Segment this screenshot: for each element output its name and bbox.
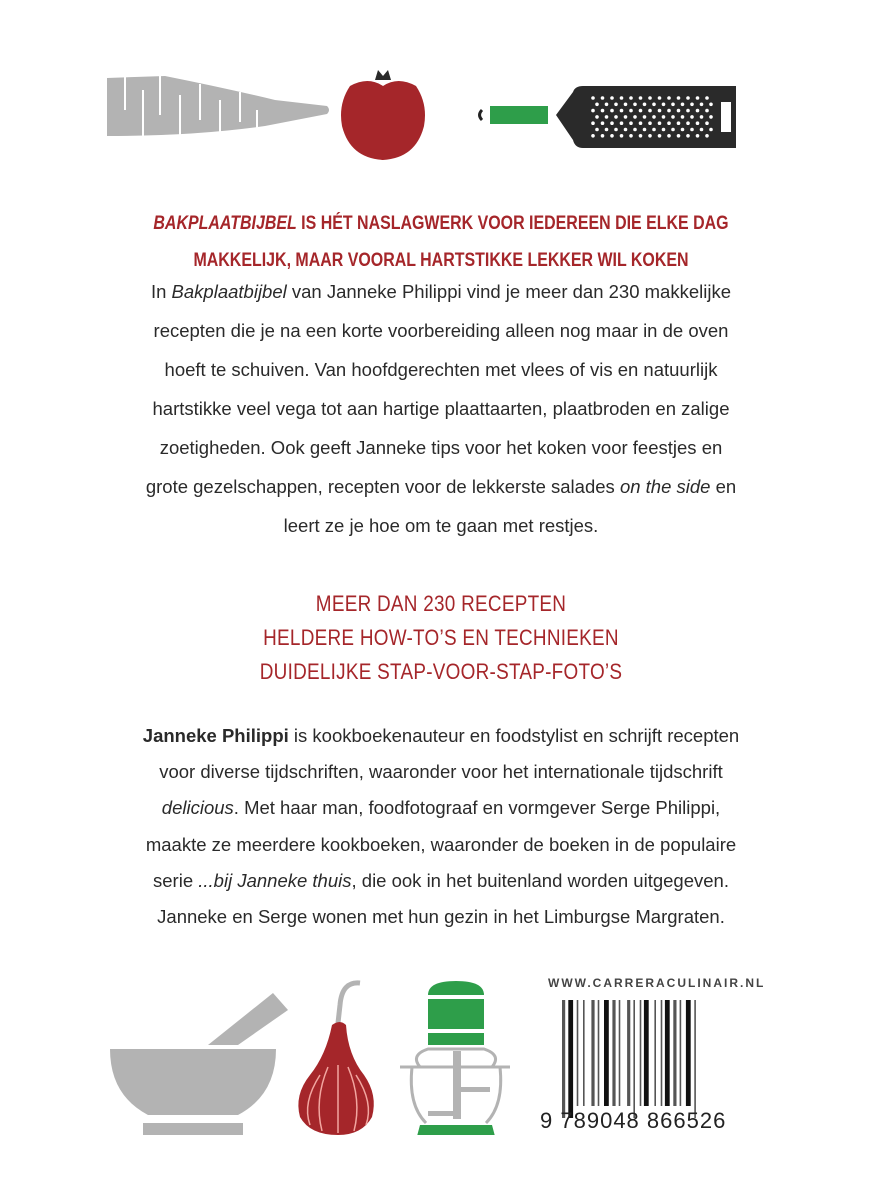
grater-hole: [614, 128, 618, 132]
grater-hole: [624, 103, 628, 107]
grater-hole: [624, 115, 628, 119]
intro-line: zoetigheden. Ook geeft Janneke tips voor het koken voor feestjes en: [159, 437, 723, 458]
grater-hole: [658, 109, 662, 113]
grater-hole: [667, 134, 671, 138]
bio-line: Janneke en Serge wonen met hun gezin in het Limburgse Margraten.: [157, 906, 725, 927]
intro-line: hartstikke veel vega tot aan hartige plaattaarten, plaatbroden en zalige: [152, 398, 730, 419]
grater-hole: [686, 121, 690, 125]
grater-hole: [686, 134, 690, 138]
grater-hole: [643, 128, 647, 132]
grater-hole: [690, 128, 694, 132]
grater-hole: [662, 103, 666, 107]
barcode-bar: [568, 1000, 573, 1118]
barcode-bar: [694, 1000, 696, 1118]
grater-hole: [614, 115, 618, 119]
barcode-bar: [619, 1000, 621, 1106]
grater-hole: [629, 96, 633, 100]
grater-hole: [601, 96, 605, 100]
grater-hole: [662, 115, 666, 119]
headline-line-2: MAKKELIJK, MAAR VOORAL HARTSTIKKE LEKKER WIL KOKEN: [193, 250, 689, 271]
publisher-url: WWW.CARRERACULINAIR.NL: [548, 976, 766, 990]
grater-hole: [696, 109, 700, 113]
grater-hole: [643, 115, 647, 119]
barcode-bar: [665, 1000, 670, 1106]
barcode-bar: [577, 1000, 579, 1106]
grater-hole: [591, 96, 595, 100]
grater-hole: [671, 128, 675, 132]
grater-hole: [652, 128, 656, 132]
grater-hole: [595, 115, 599, 119]
barcode-bar: [680, 1000, 682, 1106]
mortar-pestle-icon: [108, 975, 293, 1135]
grater-hole: [658, 96, 662, 100]
bio-line: maakte ze meerdere kookboeken, waaronder de boeken in de populaire: [145, 834, 737, 855]
bio-line: serie ...bij Janneke thuis, die ook in het buitenland worden uitgegeven.: [153, 870, 729, 891]
grater-hole: [620, 134, 624, 138]
grater-hole: [652, 115, 656, 119]
grater-hole: [591, 134, 595, 138]
grater-hole: [639, 96, 643, 100]
grater-hole: [629, 121, 633, 125]
grater-hole: [648, 134, 652, 138]
grater-hole: [696, 121, 700, 125]
barcode-bar: [686, 1000, 691, 1106]
grater-hole: [591, 121, 595, 125]
grater-hole: [648, 109, 652, 113]
isbn-group-2: 866526: [646, 1108, 727, 1133]
grater-hole: [700, 115, 704, 119]
grater-hole: [648, 121, 652, 125]
intro-line: recepten die je na een korte voorbereiding alleen nog maar in de oven: [153, 320, 729, 341]
grater-hole: [677, 121, 681, 125]
barcode-bar: [627, 1000, 630, 1106]
grater-hole: [601, 121, 605, 125]
grater-hole: [705, 121, 709, 125]
grater-hole: [648, 96, 652, 100]
grater-hole: [658, 134, 662, 138]
grater-hole: [705, 109, 709, 113]
grater-hole: [677, 96, 681, 100]
intro-line: leert ze je hoe om te gaan met restjes.: [283, 515, 599, 536]
carrot-icon: [105, 70, 335, 140]
isbn-prefix: 9: [540, 1108, 554, 1133]
grater-hole: [624, 128, 628, 132]
grater-hole: [696, 96, 700, 100]
feature-line: DUIDELIJKE STAP-VOOR-STAP-FOTO’S: [259, 659, 623, 684]
food-chopper-icon: [398, 975, 516, 1135]
grater-hole: [605, 103, 609, 107]
grater-hole: [709, 115, 713, 119]
grater-hole: [658, 121, 662, 125]
grater-hole: [633, 115, 637, 119]
intro-line: hoeft te schuiven. Van hoofdgerechten met vlees of vis en natuurlijk: [164, 359, 718, 380]
grater-icon: [388, 80, 748, 160]
grater-hole: [629, 134, 633, 138]
barcode-bar: [598, 1000, 600, 1106]
grater-hole: [601, 109, 605, 113]
grater-hole: [610, 121, 614, 125]
grater-hole: [595, 103, 599, 107]
barcode-bar: [591, 1000, 594, 1106]
grater-hole: [671, 103, 675, 107]
headline-line-1: [71, 213, 812, 235]
grater-hole: [633, 128, 637, 132]
bio-line: Janneke Philippi is kookboekenauteur en foodstylist en schrijft recepten: [142, 725, 740, 746]
grater-hole: [620, 109, 624, 113]
barcode-bar: [661, 1000, 663, 1106]
garlic-icon: [292, 975, 382, 1135]
bio-line: voor diverse tijdschriften, waaronder voor het internationale tijdschrift: [159, 761, 723, 782]
isbn-group-1: 789048: [560, 1108, 640, 1133]
intro-line: In Bakplaatbijbel van Janneke Philippi vind je meer dan 230 makkelijke: [150, 281, 732, 302]
grater-hole: [620, 121, 624, 125]
grater-hole: [709, 103, 713, 107]
grater-hole: [705, 96, 709, 100]
grater-hole: [601, 134, 605, 138]
grater-hole: [633, 103, 637, 107]
intro-line: grote gezelschappen, recepten voor de lekkerste salades on the side en: [145, 476, 737, 497]
barcode-bar: [644, 1000, 649, 1106]
grater-hole: [610, 96, 614, 100]
grater-hole: [605, 115, 609, 119]
grater-hole: [639, 121, 643, 125]
grater-hole: [686, 109, 690, 113]
barcode-bar: [604, 1000, 609, 1106]
grater-hole: [700, 128, 704, 132]
grater-hole: [677, 134, 681, 138]
grater-hole: [681, 103, 685, 107]
headline-text: IS HÉT NASLAGWERK VOOR IEDEREEN DIE ELKE DAG: [296, 213, 729, 234]
grater-hole: [629, 109, 633, 113]
grater-hole: [605, 128, 609, 132]
grater-hole: [610, 109, 614, 113]
grater-hole: [700, 103, 704, 107]
grater-hole: [681, 128, 685, 132]
book-title: BAKPLAATBIJBEL: [153, 213, 297, 234]
grater-hole: [620, 96, 624, 100]
barcode-bar: [640, 1000, 642, 1106]
grater-hole: [667, 121, 671, 125]
barcode-bar: [562, 1000, 565, 1118]
grater-hole: [610, 134, 614, 138]
barcode: [560, 1000, 740, 1120]
grater-hole: [652, 103, 656, 107]
grater-hole: [671, 115, 675, 119]
grater-hole: [639, 134, 643, 138]
grater-hole: [677, 109, 681, 113]
grater-hole: [690, 103, 694, 107]
author-name: Janneke Philippi: [142, 725, 289, 746]
grater-hole: [686, 96, 690, 100]
grater-hole: [690, 115, 694, 119]
grater-hole: [643, 103, 647, 107]
grater-hole: [709, 128, 713, 132]
barcode-bar: [633, 1000, 635, 1118]
grater-hole: [705, 134, 709, 138]
grater-hole: [667, 109, 671, 113]
grater-hole: [595, 128, 599, 132]
grater-hole: [667, 96, 671, 100]
barcode-bar: [673, 1000, 676, 1106]
barcode-bar: [583, 1000, 585, 1106]
grater-hole: [639, 109, 643, 113]
barcode-bar: [612, 1000, 615, 1106]
grater-hole: [614, 103, 618, 107]
feature-line: HELDERE HOW-TO’S EN TECHNIEKEN: [263, 625, 619, 650]
grater-hole: [591, 109, 595, 113]
barcode-bar: [654, 1000, 656, 1106]
feature-line: MEER DAN 230 RECEPTEN: [315, 591, 567, 616]
isbn-number: [540, 1108, 726, 1134]
grater-hole: [681, 115, 685, 119]
grater-hole: [662, 128, 666, 132]
grater-hole: [696, 134, 700, 138]
bio-line: delicious. Met haar man, foodfotograaf en vormgever Serge Philippi,: [161, 797, 721, 818]
